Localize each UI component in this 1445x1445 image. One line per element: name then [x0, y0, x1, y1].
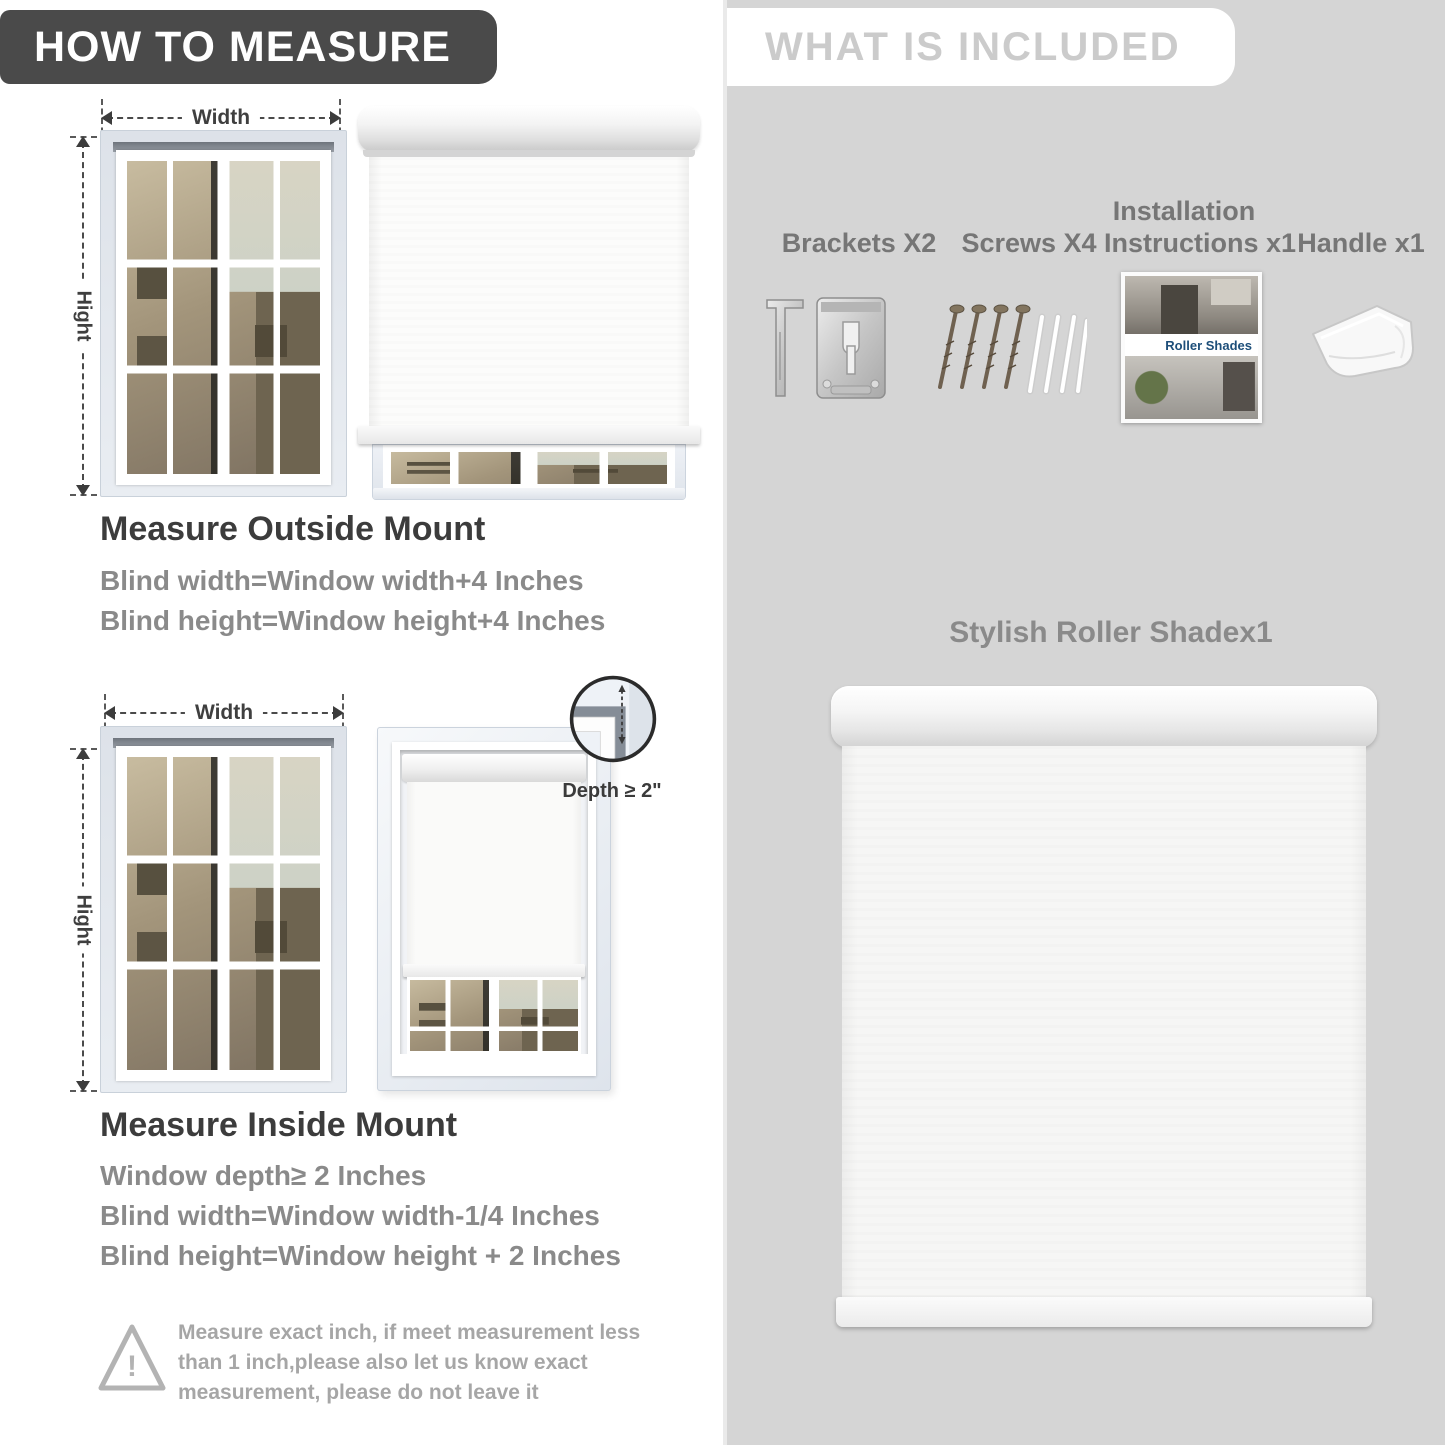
arrow-right-icon — [333, 706, 344, 720]
window-white-frame — [116, 150, 331, 485]
outside-formula-height: Blind height=Window height+4 Inches — [100, 605, 606, 636]
inside-mount-window-image — [100, 726, 347, 1093]
arrow-up-icon — [76, 136, 90, 147]
outside-width-dimension — [101, 107, 341, 129]
inside-width-label: Width — [185, 701, 263, 725]
shade-bottom-bar — [358, 426, 700, 444]
inside-formula-height: Blind height=Window height + 2 Inches — [100, 1240, 621, 1271]
how-to-measure-header — [0, 10, 497, 84]
outside-mount-shade-image — [358, 106, 700, 500]
installation-instructions-booklet — [1121, 272, 1262, 423]
depth-callout-label: Depth ≥ 2" — [562, 780, 662, 802]
window-bottom-frame — [400, 1054, 588, 1068]
arrow-down-icon — [76, 1081, 90, 1092]
shade-fabric — [369, 157, 689, 426]
shade-roller-cassette — [358, 106, 700, 152]
handle-label: Handle x1 — [1297, 228, 1425, 258]
inside-height-label: Hight — [72, 886, 95, 953]
window-sill — [373, 488, 685, 499]
instructions-label-line2: Instructions x1 — [1104, 228, 1297, 258]
inside-height-dimension — [72, 748, 94, 1092]
shade-fabric — [407, 782, 581, 964]
stylish-shade-title: Stylish Roller Shadex1 — [949, 616, 1273, 649]
depth-magnifier-icon — [568, 674, 658, 764]
arrow-up-icon — [76, 748, 90, 759]
inside-mount-title: Measure Inside Mount — [100, 1106, 458, 1144]
arrow-left-icon — [101, 111, 112, 125]
outside-width-label: Width — [182, 106, 260, 130]
window-bottom-frame — [383, 445, 675, 491]
what-is-included-title: WHAT IS INCLUDED — [765, 24, 1181, 69]
booklet-top-photo — [1125, 276, 1258, 334]
inside-formula-depth: Window depth≥ 2 Inches — [100, 1160, 427, 1191]
inside-formula-width: Blind width=Window width-1/4 Inches — [100, 1200, 600, 1231]
window-glass-panes — [123, 753, 324, 1074]
outside-mount-title: Measure Outside Mount — [100, 510, 486, 548]
how-to-measure-title: HOW TO MEASURE — [34, 22, 451, 71]
shade-handle-icon — [1299, 296, 1424, 388]
booklet-title: Roller Shades — [1165, 337, 1252, 353]
shade-bottom-bar — [836, 1297, 1372, 1327]
shade-cassette-lip — [363, 150, 695, 157]
screws-and-anchors-icon — [932, 295, 1087, 410]
outside-height-label: Hight — [72, 282, 95, 349]
outside-mount-window-image — [100, 130, 347, 497]
booklet-title-band — [1125, 334, 1258, 356]
window-glass-panes — [123, 157, 324, 478]
what-is-included-panel — [723, 0, 1445, 1445]
outside-height-dimension — [72, 136, 94, 496]
warning-note-text: Measure exact inch, if meet measurement less than 1 inch,please also let us know exact measurement, please do not leave it — [178, 1321, 641, 1404]
warning-triangle-icon — [95, 1320, 169, 1396]
inside-width-dimension — [104, 702, 344, 724]
arrow-right-icon — [330, 111, 341, 125]
window-bottom-glass — [388, 449, 670, 487]
booklet-bottom-photo — [1125, 356, 1258, 419]
brackets-label: Brackets X2 — [781, 228, 937, 258]
screws-label: Screws X4 — [961, 228, 1097, 258]
warning-exclamation-mark: ! — [127, 1350, 137, 1383]
instructions-label-line1: Installation — [1112, 196, 1256, 226]
what-is-included-header — [727, 8, 1235, 86]
window-bottom-behind-shade — [372, 444, 686, 500]
window-bottom-glass — [407, 977, 581, 1054]
arrow-left-icon — [104, 706, 115, 720]
shade-bottom-bar — [403, 964, 585, 977]
shade-fabric — [842, 746, 1366, 1297]
mounting-brackets-icon — [761, 292, 891, 404]
shade-roller-cassette — [831, 686, 1377, 748]
shade-roller-cassette — [402, 754, 586, 782]
outside-formula-width: Blind width=Window width+4 Inches — [100, 565, 584, 596]
arrow-down-icon — [76, 485, 90, 496]
window-white-frame — [116, 746, 331, 1081]
